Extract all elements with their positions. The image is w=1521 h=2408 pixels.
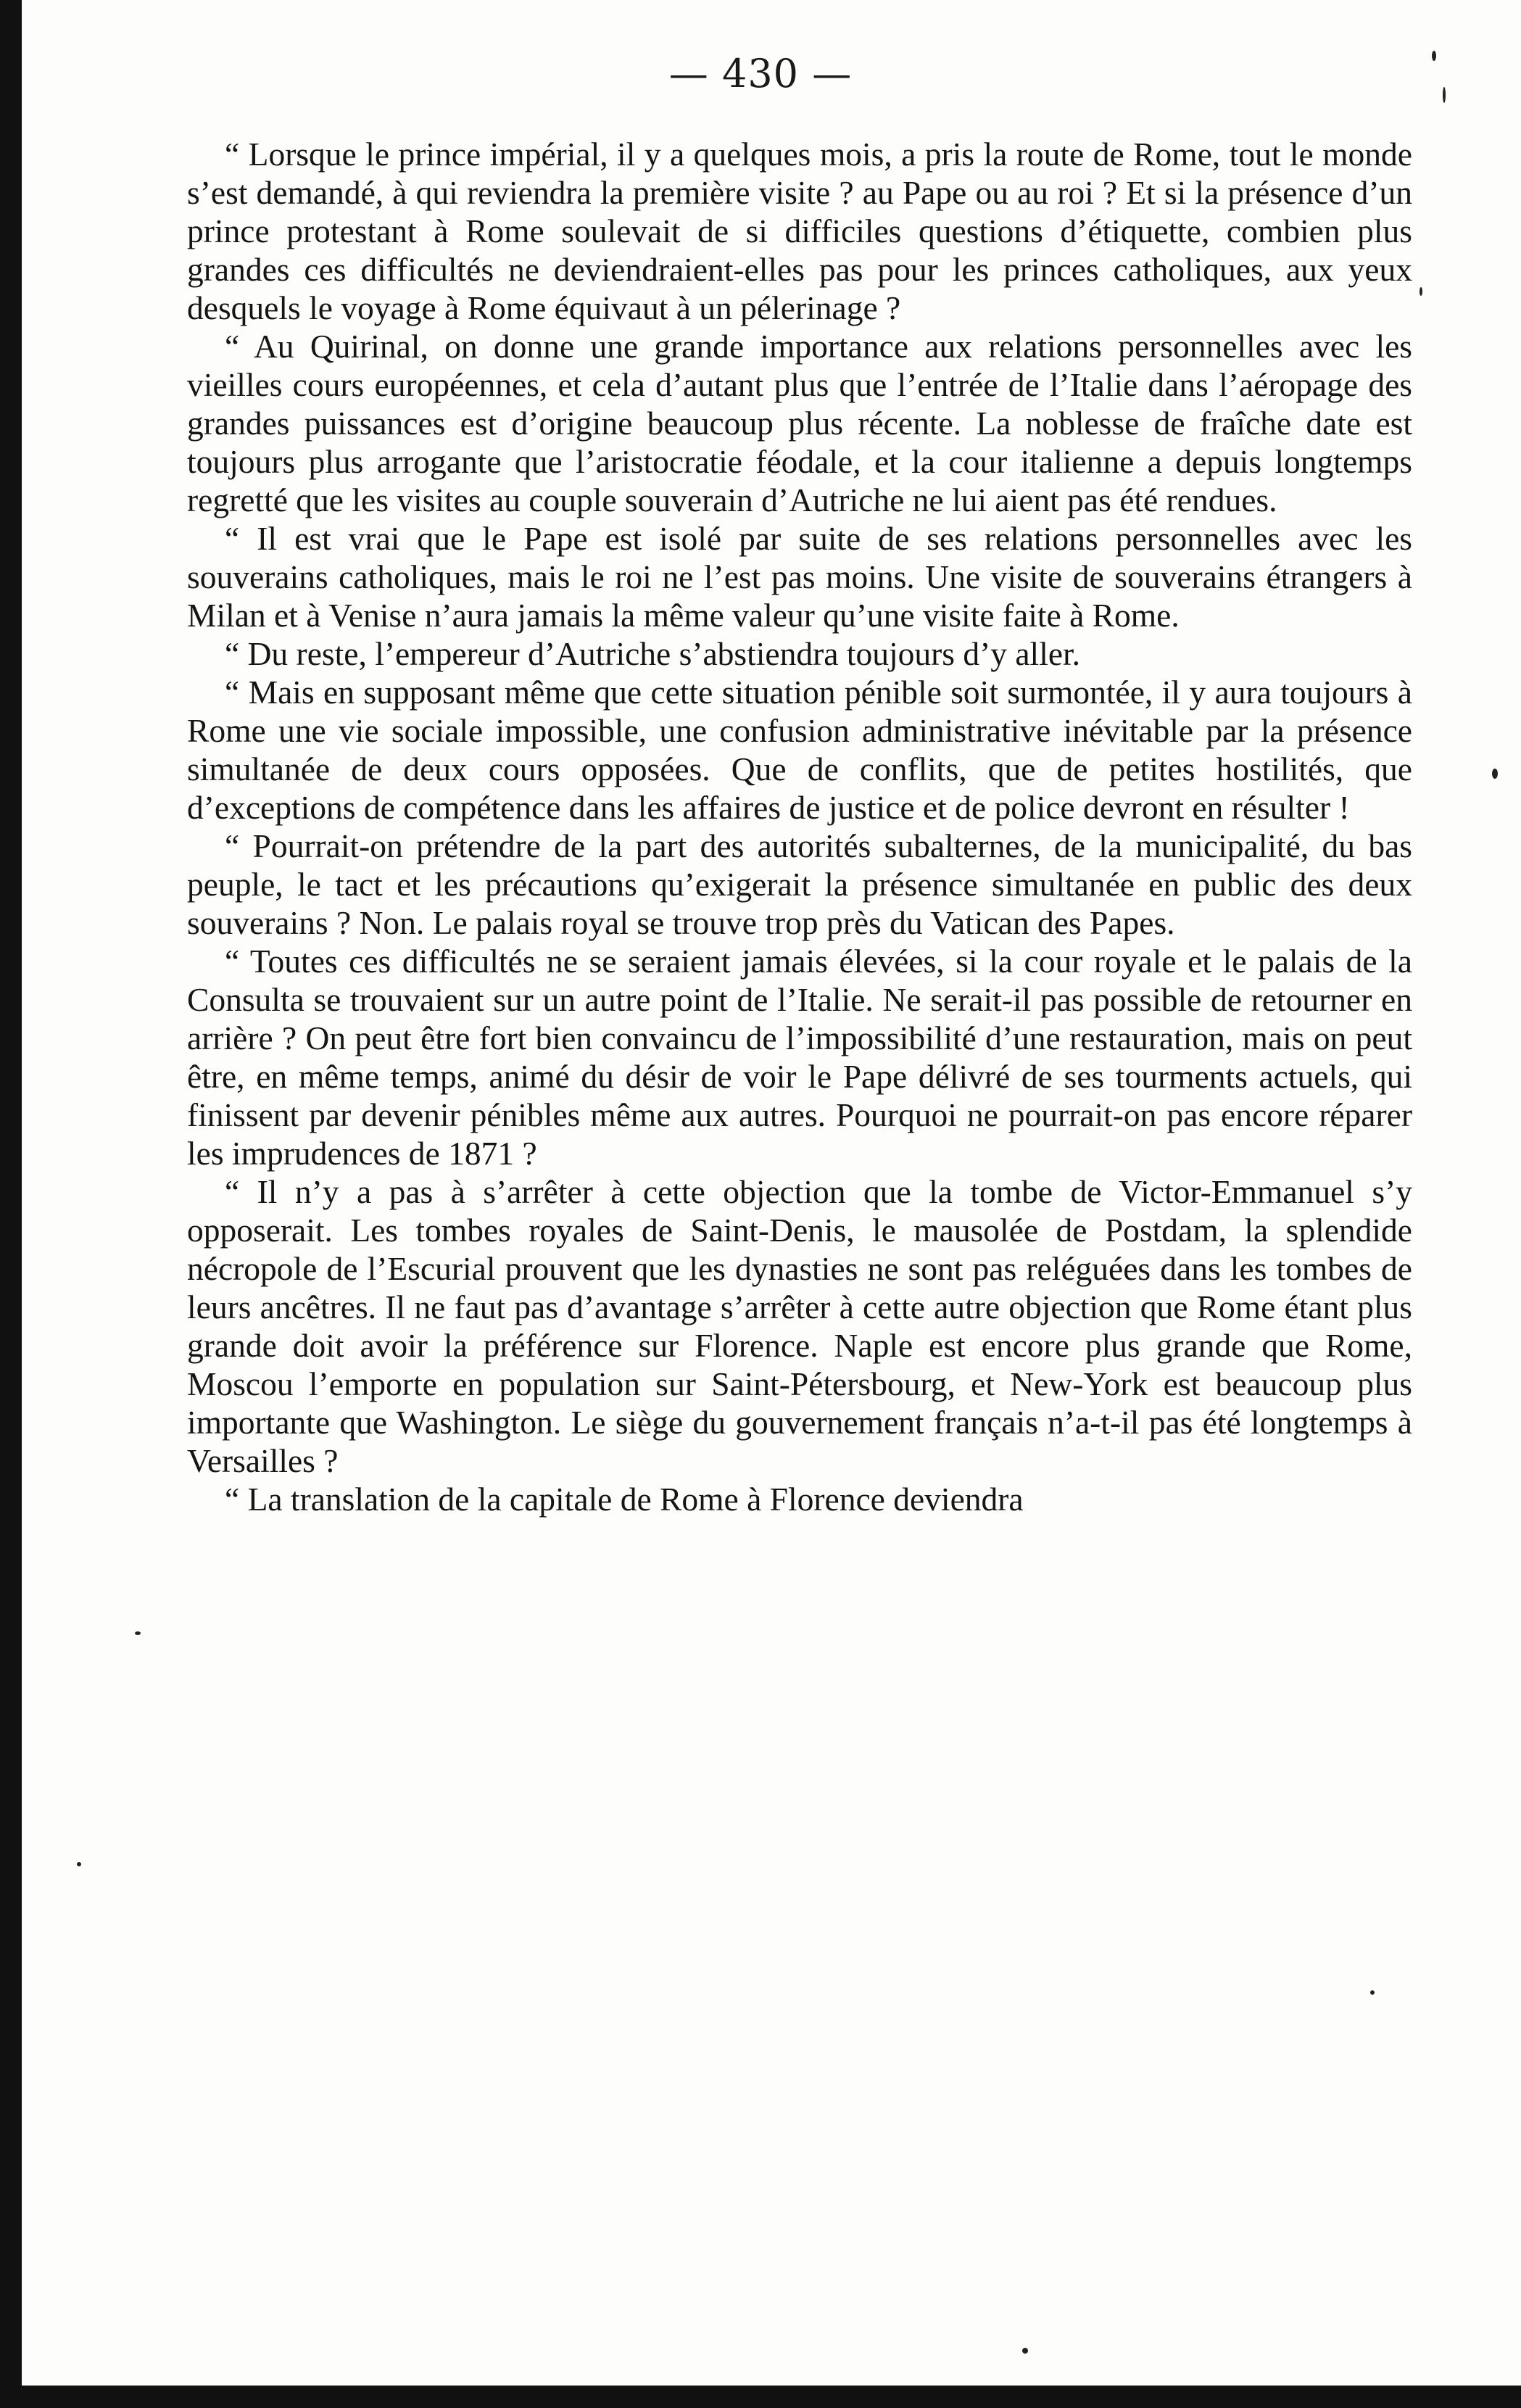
paragraph: “ Mais en supposant même que cette situation pénible soit surmontée, il y aura toujours à Rome une vie sociale impossible, une confusion administrative inévitable par la présence simultanée de deux cours opposées. Que de conflits, que de petites hostilités, que d’exceptions de compétence dans les affaires de justice et de police devront en résulter ! bbox=[187, 674, 1412, 826]
scan-speck bbox=[77, 1862, 81, 1866]
scan-speck bbox=[1370, 1990, 1375, 1995]
scan-speck bbox=[135, 1631, 141, 1635]
body-text bbox=[187, 135, 1412, 1518]
scan-bottom-border bbox=[0, 2386, 1521, 2408]
page-number: — 430 — bbox=[668, 51, 853, 96]
scan-speck bbox=[1420, 287, 1422, 296]
paragraph: “ Il est vrai que le Pape est isolé par suite de ses relations personnelles avec les souverains catholiques, mais le roi ne l’est pas moins. Une visite de souverains étrangers à Milan et à Venise n’aura jamais la même valeur qu’une visite faite à Rome. bbox=[187, 520, 1412, 634]
scan-left-border bbox=[0, 0, 22, 2408]
paragraph: “ Lorsque le prince impérial, il y a quelques mois, a pris la route de Rome, tout le monde s’est demandé, à qui reviendra la première visite ? au Pape ou au roi ? Et si la présence d’un prince protestant à Rome soulevait de si difficiles questions d’étiquette, combien plus grandes ces difficultés ne deviendraient-elles pas pour les princes catholiques, aux yeux desquels le voyage à Rome équivaut à un pélerinage ? bbox=[187, 136, 1412, 326]
paragraph: “ Pourrait-on prétendre de la part des autorités subalternes, de la municipalité, du bas peuple, le tact et les précautions qu’exigerait la présence simultanée en public des deux souverains ? Non. Le palais royal se trouve trop près du Vatican des Papes. bbox=[187, 827, 1412, 941]
paragraph: “ La translation de la capitale de Rome à Florence deviendra bbox=[225, 1481, 1024, 1518]
paragraph: “ Il n’y a pas à s’arrêter à cette objection que la tombe de Victor-Emmanuel s’y opposerait. Les tombes royales de Saint-Denis, le mausolée de Postdam, la splendide nécropole de l’Escurial prouvent que les dynasties ne sont pas reléguées dans les tombes de leurs ancêtres. Il ne faut pas d’avantage s’arrêter à cette autre objection que Rome étant plus grande doit avoir la préférence sur Florence. Naple est encore plus grande que Rome, Moscou l’emporte en population sur Saint-Pétersbourg, et New-York est beaucoup plus importante que Washington. Le siège du gouvernement français n’a-t-il pas été longtemps à Versailles ? bbox=[187, 1173, 1412, 1479]
scan-speck bbox=[1022, 2348, 1028, 2354]
paragraph: “ Toutes ces difficultés ne se seraient jamais élevées, si la cour royale et le palais de la Consulta se trouvaient sur un autre point de l’Italie. Ne serait-il pas possible de retourner en arrière ? On peut être fort bien convaincu de l’impossibilité d’une restauration, mais on peut être, en même temps, animé du désir de voir le Pape délivré de ses tourments actuels, qui finissent par devenir pénibles même aux autres. Pourquoi ne pourrait-on pas encore réparer les imprudences de 1871 ? bbox=[187, 943, 1412, 1172]
paragraph: “ Du reste, l’empereur d’Autriche s’abstiendra toujours d’y aller. bbox=[225, 635, 1081, 672]
scan-speck bbox=[1492, 769, 1498, 779]
paragraph: “ Au Quirinal, on donne une grande importance aux relations personnelles avec les vieilles cours européennes, et cela d’autant plus que l’entrée de l’Italie dans l’aéropage des grandes puissances est d’origine beaucoup plus récente. La noblesse de fraîche date est toujours plus arrogante que l’aristocratie féodale, et la cour italienne a depuis longtemps regretté que les visites au couple souverain d’Autriche ne lui aient pas été rendues. bbox=[187, 328, 1412, 518]
